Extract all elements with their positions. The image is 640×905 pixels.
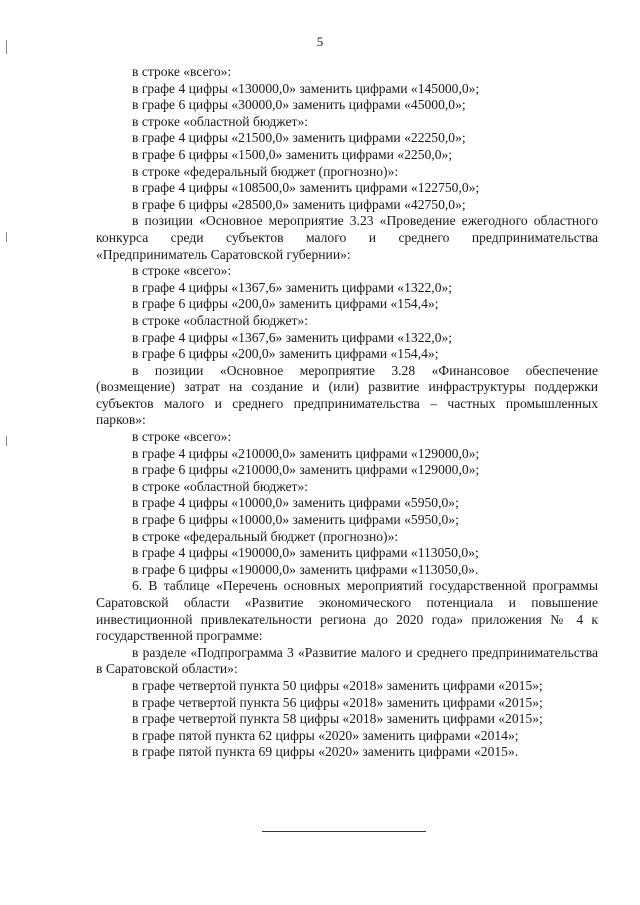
scan-mark <box>6 436 7 446</box>
paragraph: в графе четвертой пункта 50 цифры «2018» заменить цифрами «2015»; <box>132 677 543 693</box>
paragraph: в графе 4 цифры «1367,6» заменить цифрами «1322,0»; <box>132 329 453 345</box>
paragraph: в позиции «Основное мероприятие 3.28 «Финансовое обеспечение (возмещение) затрат на создание и (или) развитие инфраструктуры поддержки субъектов малого и среднего предпринимательства – частных промышленных парков»: <box>96 362 598 428</box>
paragraph: в графе 4 цифры «108500,0» заменить цифрами «122750,0»; <box>132 180 480 196</box>
paragraph: в графе 4 цифры «1367,6» заменить цифрами «1322,0»; <box>132 279 453 295</box>
paragraph: в графе 4 цифры «210000,0» заменить цифрами «129000,0»; <box>132 445 480 461</box>
scan-mark <box>6 232 7 242</box>
paragraph: в строке «всего»: <box>132 64 232 79</box>
paragraph: в графе 6 цифры «10000,0» заменить цифрами «5950,0»; <box>132 512 459 528</box>
paragraph: в графе 6 цифры «200,0» заменить цифрами «154,4»; <box>132 346 439 362</box>
paragraph: в строке «всего»: <box>132 429 232 445</box>
paragraph: в позиции «Основное мероприятие 3.23 «Проведение ежегодного областного конкурса среди субъектов малого и среднего предпринимательства «Предприниматель Саратовской губернии»: <box>96 213 598 262</box>
paragraph: в строке «федеральный бюджет (прогнозно)»: <box>132 528 399 544</box>
paragraph: в строке «федеральный бюджет (прогнозно)»: <box>132 163 399 179</box>
paragraph: в строке «всего»: <box>132 263 232 279</box>
paragraph: в графе 6 цифры «200,0» заменить цифрами «154,4»; <box>132 296 439 312</box>
paragraph: в графе четвертой пункта 58 цифры «2018» заменить цифрами «2015»; <box>132 711 543 727</box>
paragraph: в графе 4 цифры «190000,0» заменить цифрами «113050,0»; <box>132 545 479 561</box>
paragraph: в графе 6 цифры «190000,0» заменить цифрами «113050,0». <box>132 561 479 577</box>
paragraph: в строке «областной бюджет»: <box>132 113 309 129</box>
paragraph: в графе 6 цифры «30000,0» заменить цифрами «45000,0»; <box>132 97 466 113</box>
paragraph: в графе пятой пункта 62 цифры «2020» заменить цифрами «2014»; <box>132 727 519 743</box>
closing-rule <box>262 831 426 832</box>
page-number: 5 <box>316 34 324 49</box>
paragraph: в графе 6 цифры «1500,0» заменить цифрами «2250,0»; <box>132 146 453 162</box>
paragraph: в графе пятой пункта 69 цифры «2020» заменить цифрами «2015». <box>132 744 519 760</box>
paragraph: в разделе «Подпрограмма 3 «Развитие малого и среднего предпринимательства в Саратовской области»: <box>96 644 598 677</box>
paragraph: в строке «областной бюджет»: <box>132 478 309 494</box>
paragraph: в графе 6 цифры «210000,0» заменить цифрами «129000,0»; <box>132 462 480 478</box>
scan-mark <box>6 40 7 54</box>
paragraph: в графе 6 цифры «28500,0» заменить цифрами «42750,0»; <box>132 196 466 212</box>
document-body <box>96 64 598 761</box>
paragraph: в графе 4 цифры «21500,0» заменить цифрами «22250,0»; <box>132 130 466 146</box>
paragraph: в графе четвертой пункта 56 цифры «2018» заменить цифрами «2015»; <box>132 694 543 710</box>
paragraph: 6. В таблице «Перечень основных мероприятий государственной программы Саратовской области «Развитие экономического потенциала и повышение инвестиционной привлекательности региона до 2020 года» приложения № 4 к государственной программе: <box>96 578 598 644</box>
paragraph: в строке «областной бюджет»: <box>132 312 309 328</box>
paragraph: в графе 4 цифры «130000,0» заменить цифрами «145000,0»; <box>132 80 480 96</box>
paragraph: в графе 4 цифры «10000,0» заменить цифрами «5950,0»; <box>132 495 459 511</box>
